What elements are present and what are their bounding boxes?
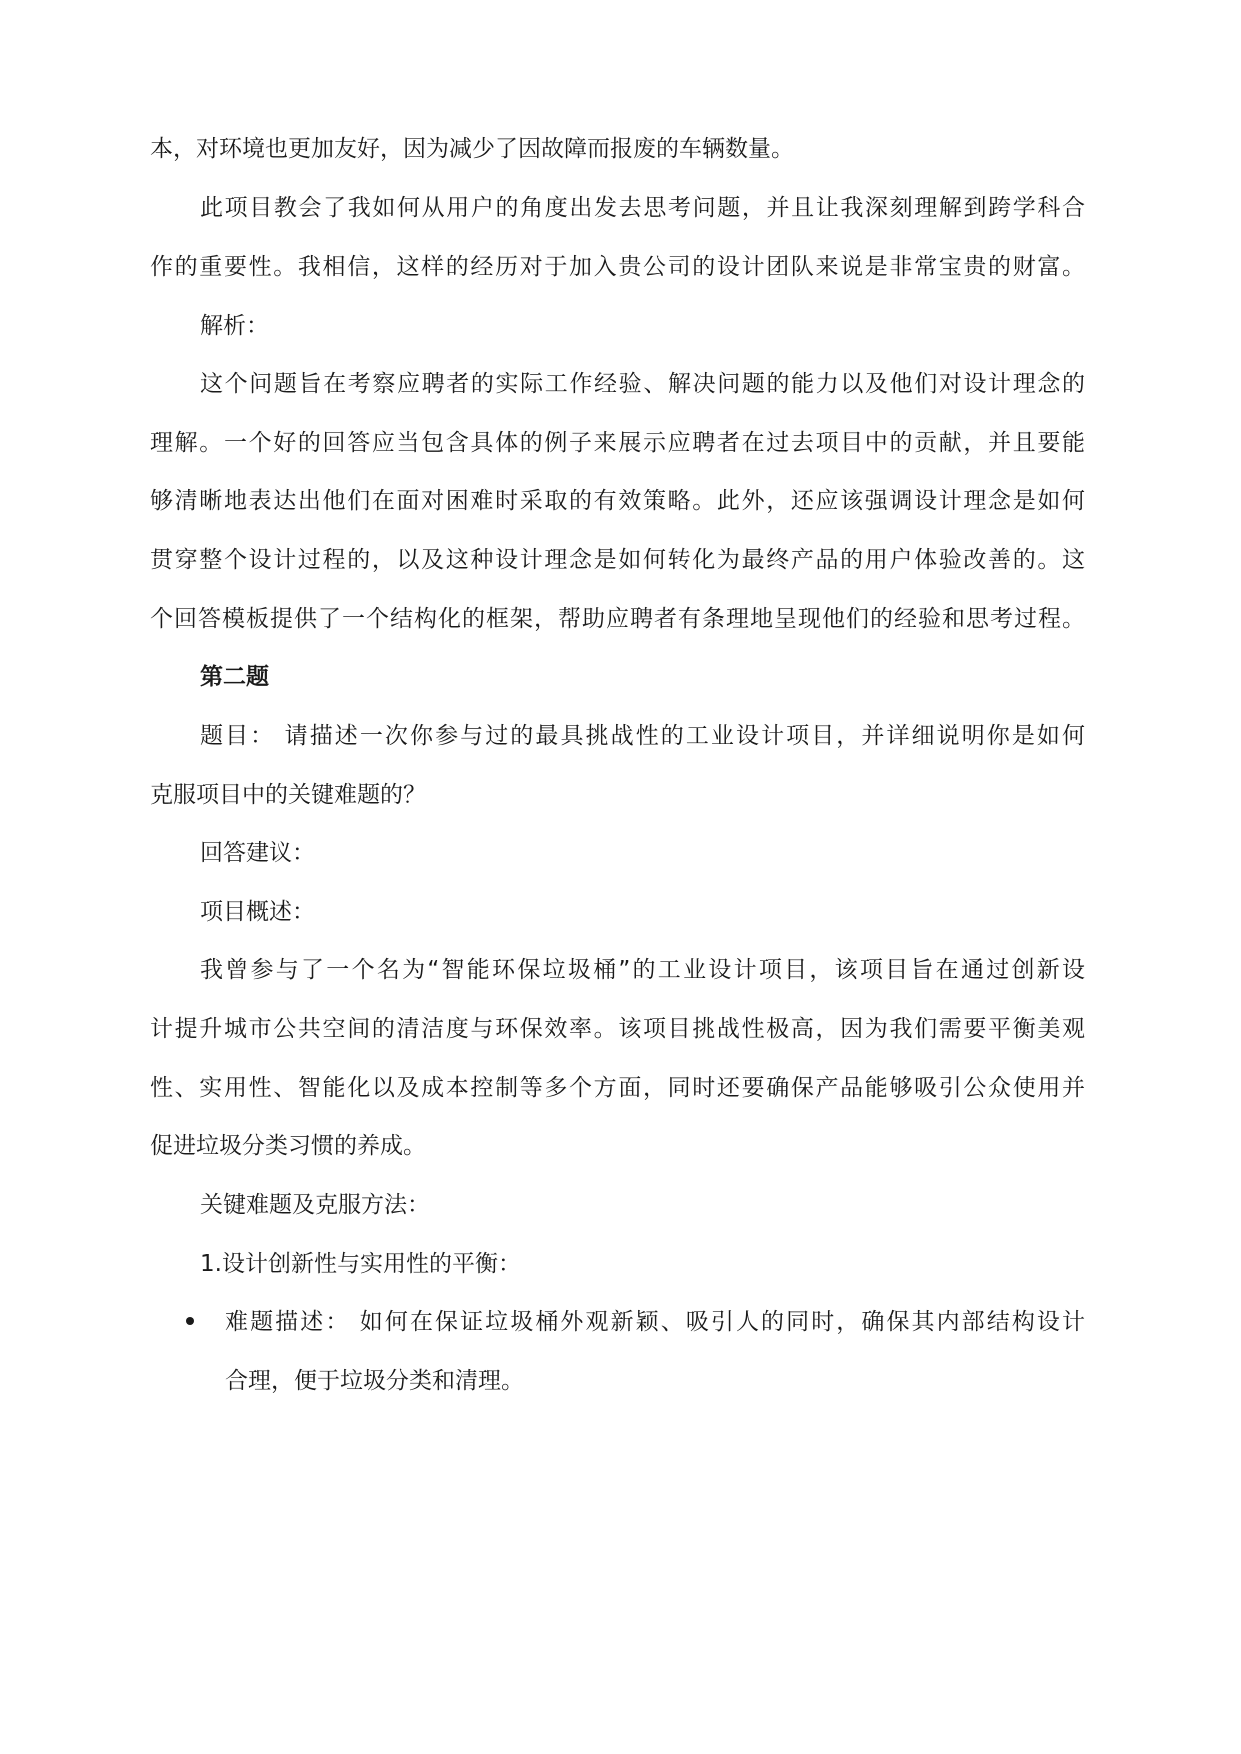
bullet-icon [186, 1317, 194, 1325]
paragraph-line: 个回答模板提供了一个结构化的框架，帮助应聘者有条理地呈现他们的经验和思考过程。 [150, 606, 1085, 632]
paragraph-line: 性、实用性、智能化以及成本控制等多个方面，同时还要确保产品能够吸引公众使用并 [150, 1075, 1085, 1101]
section-label: 解析： [200, 313, 269, 339]
bullet-line: 难题描述： 如何在保证垃圾桶外观新颖、吸引人的同时，确保其内部结构设计 [225, 1309, 1085, 1335]
section-label: 回答建议： [200, 840, 315, 866]
paragraph-line: 克服项目中的关键难题的？ [150, 782, 426, 808]
paragraph-line: 计提升城市公共空间的清洁度与环保效率。该项目挑战性极高，因为我们需要平衡美观 [150, 1016, 1085, 1042]
paragraph-line: 此项目教会了我如何从用户的角度出发去思考问题，并且让我深刻理解到跨学科合 [200, 195, 1085, 221]
numbered-item: 1.设计创新性与实用性的平衡： [200, 1251, 521, 1277]
paragraph-line: 这个问题旨在考察应聘者的实际工作经验、解决问题的能力以及他们对设计理念的 [200, 371, 1085, 397]
paragraph-line: 本，对环境也更加友好，因为减少了因故障而报废的车辆数量。 [150, 136, 794, 162]
paragraph-line: 我曾参与了一个名为“智能环保垃圾桶”的工业设计项目，该项目旨在通过创新设 [200, 957, 1085, 983]
paragraph-line: 够清晰地表达出他们在面对困难时采取的有效策略。此外，还应该强调设计理念是如何 [150, 488, 1085, 514]
section-heading: 第二题 [200, 664, 269, 690]
paragraph-line: 促进垃圾分类习惯的养成。 [150, 1133, 426, 1159]
paragraph-line: 作的重要性。我相信，这样的经历对于加入贵公司的设计团队来说是非常宝贵的财富。 [150, 254, 1085, 280]
section-label: 项目概述： [200, 899, 315, 925]
bullet-line: 合理，便于垃圾分类和清理。 [225, 1368, 524, 1394]
paragraph-line: 贯穿整个设计过程的，以及这种设计理念是如何转化为最终产品的用户体验改善的。这 [150, 547, 1085, 573]
paragraph-line: 理解。一个好的回答应当包含具体的例子来展示应聘者在过去项目中的贡献，并且要能 [150, 430, 1085, 456]
paragraph-line: 题目： 请描述一次你参与过的最具挑战性的工业设计项目，并详细说明你是如何 [200, 723, 1085, 749]
section-label: 关键难题及克服方法： [200, 1192, 430, 1218]
